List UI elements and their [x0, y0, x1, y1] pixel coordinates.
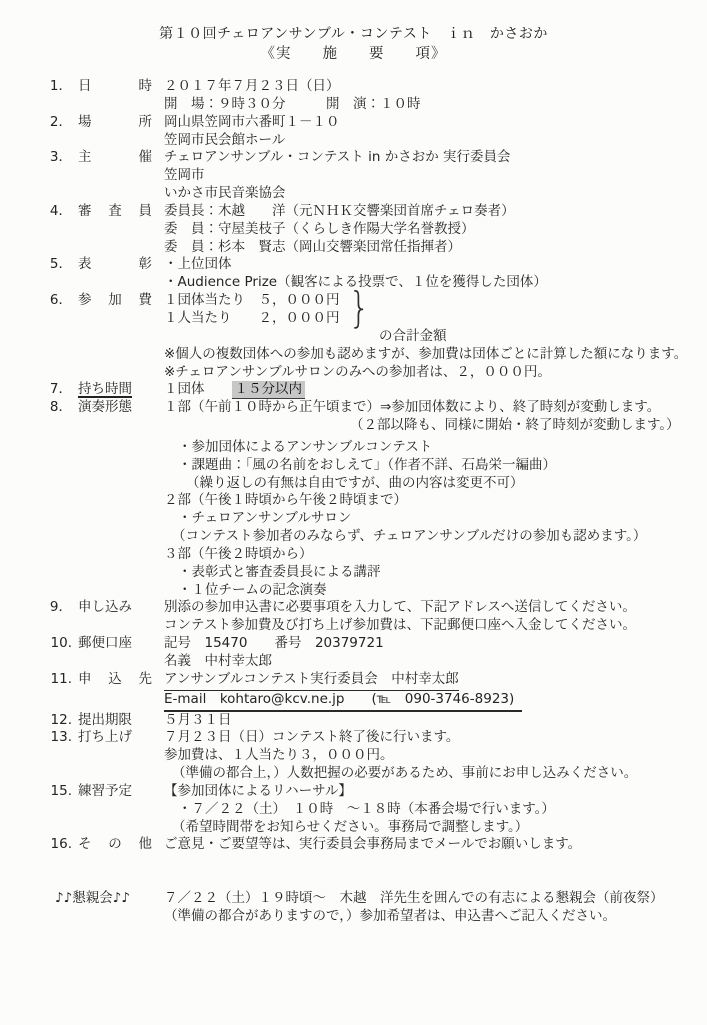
item-label: 申込先	[78, 670, 152, 687]
item-text	[164, 149, 510, 167]
item-row	[0, 671, 707, 691]
item-number: 6．	[49, 292, 72, 309]
item-text	[164, 221, 475, 239]
text-segment: 記号 15470 番号 20379721	[164, 635, 384, 652]
text-segment: コンテスト参加費及び打ち上げ参加費は、下記郵便口座へ入金してください。	[164, 617, 636, 634]
text-segment: アンサンブルコンテスト実行委員会 中村幸太郎	[164, 670, 459, 687]
item-text	[164, 381, 305, 399]
text-segment: （繰り返しの有無は自由ですが、曲の内容は変更不可）	[186, 474, 524, 491]
item-label: 主催	[78, 149, 152, 166]
afterparty-section	[0, 890, 707, 926]
item-text	[164, 399, 660, 417]
item-text	[164, 653, 272, 671]
item-row	[0, 712, 707, 730]
text-segment: ・１位チームの記念演奏	[178, 581, 327, 598]
item-text	[172, 765, 637, 783]
text-segment: ・上位団体	[164, 256, 232, 273]
item-text	[164, 185, 286, 203]
item-row	[0, 492, 707, 510]
item-row	[0, 417, 707, 435]
item-text	[164, 617, 636, 635]
text-segment: ※チェロアンサンブルサロンのみへの参加者は、２，０００円。	[164, 363, 551, 380]
item-number: 16.	[50, 836, 72, 853]
text-segment: 委 員：杉本 賢志（岡山交響楽団常任指揮者）	[164, 238, 461, 255]
item-text	[178, 582, 327, 600]
item-text	[164, 836, 581, 854]
item-text	[164, 114, 340, 132]
doc-title: 第１０回チェロアンサンブル・コンテスト ｉｎ かさおか	[159, 26, 548, 42]
item-text	[164, 96, 421, 114]
afterparty-row	[0, 890, 707, 908]
item-label: 演奏形態	[78, 399, 132, 416]
text-segment: チェロアンサンブル・コンテスト in かさおか 実行委員会	[164, 149, 511, 166]
item-row	[0, 399, 707, 417]
item-row	[0, 185, 707, 203]
item-text	[164, 132, 285, 150]
item-label: 表彰	[78, 256, 152, 273]
item-number: 13.	[50, 729, 72, 746]
item-row	[0, 729, 707, 747]
item-text	[178, 801, 555, 819]
item-number: 15.	[50, 782, 72, 799]
item-number: 5．	[49, 256, 72, 273]
item-row	[0, 653, 707, 671]
item-row	[0, 364, 707, 382]
item-row	[0, 564, 707, 582]
text-segment: の合計金額	[379, 327, 447, 344]
item-row	[0, 256, 707, 274]
text-segment: （２部以降も、同様に開始・終了時刻が変動します。）	[350, 417, 680, 434]
doc-subtitle: 《実 施 要 項》	[260, 46, 447, 62]
text-segment: ３部（午後２時頃から）	[164, 545, 313, 562]
afterparty-row	[0, 908, 707, 926]
item-row	[0, 239, 707, 257]
text-segment: ・表彰式と審査委員長による講評	[178, 563, 381, 580]
text-segment: いかさ市民音楽協会	[164, 185, 286, 202]
item-number: 3．	[49, 149, 72, 166]
text-segment: ※個人の複数団体への参加も認めますが、参加費は団体ごとに計算した額になります。	[164, 345, 688, 362]
item-number: 2．	[49, 113, 72, 130]
text-segment: 岡山県笠岡市六番町１－１０	[164, 113, 340, 130]
item-row	[0, 510, 707, 528]
item-text	[164, 712, 232, 730]
document-page	[0, 25, 707, 1025]
item-row	[0, 203, 707, 221]
item-row	[0, 78, 707, 96]
item-label: 審査員	[78, 202, 152, 219]
item-row	[0, 582, 707, 600]
item-text	[164, 203, 515, 221]
text-segment: 委員長：木越 洋（元ＮＨＫ交響楽団首席チェロ奏者）	[164, 202, 515, 219]
item-label: 練習予定	[78, 782, 132, 799]
item-label: 提出期限	[78, 711, 132, 728]
item-number: 9．	[49, 599, 72, 616]
text-segment: E-mail kohtaro@kcv.ne.jp (℡ 090-3746-8923)	[164, 690, 515, 707]
item-text	[164, 364, 551, 382]
item-number: 4．	[49, 202, 72, 219]
text-segment: 【参加団体によるリハーサル】	[164, 782, 352, 799]
text-segment: １団体	[164, 381, 232, 398]
item-row	[0, 783, 707, 801]
text-segment: ・参加団体によるアンサンブルコンテスト	[178, 438, 433, 455]
item-row	[0, 617, 707, 635]
item-text	[164, 256, 232, 274]
item-text	[164, 635, 384, 653]
items-list	[0, 78, 707, 854]
text-segment: ２部（午後１時頃から午後２時頃まで）	[164, 492, 407, 509]
item-text	[164, 747, 394, 765]
item-row	[0, 801, 707, 819]
item-row	[0, 599, 707, 617]
text-segment: ５月３１日	[164, 711, 232, 728]
afterparty-text: （準備の都合がありますので，）参加希望者は、申込書へご記入ください。	[164, 908, 616, 925]
item-text	[164, 691, 522, 712]
item-row	[0, 114, 707, 132]
item-number: 7．	[49, 381, 72, 398]
item-text	[350, 417, 680, 435]
item-row	[0, 546, 707, 564]
item-text	[178, 439, 432, 457]
text-segment: （準備の都合上，）人数把握の必要があるため、事前にお申し込みください。	[172, 765, 638, 782]
item-row	[0, 747, 707, 765]
item-text	[178, 564, 381, 582]
text-segment: 委 員：守屋美枝子（くらしき作陽大学名誉教授）	[164, 220, 475, 237]
text-segment: ・課題曲：「風の名前をおしえて」（作者不詳、石島栄一編曲）	[178, 456, 556, 473]
text-segment: ご意見・ご要望等は、実行委員会事務局までメールでお願いします。	[164, 836, 582, 853]
item-label: 持ち時間	[78, 381, 132, 398]
item-text	[164, 167, 205, 185]
item-label: その他	[78, 836, 152, 853]
text-segment: 笠岡市民会館ホール	[164, 131, 286, 148]
text-segment: １団体当たり ５，０００円	[164, 292, 340, 309]
item-label: 参加費	[78, 292, 152, 309]
item-label: 日時	[78, 78, 152, 94]
item-row	[0, 96, 707, 114]
item-row	[0, 439, 707, 457]
item-number: 11.	[50, 670, 72, 687]
item-text	[379, 328, 447, 346]
text-segment: （希望時間帯をお知らせください。事務局で調整します。）	[172, 818, 529, 835]
item-text	[164, 729, 459, 747]
item-row	[0, 475, 707, 493]
item-row	[0, 819, 707, 837]
text-segment: ・チェロアンサンブルサロン	[178, 510, 352, 527]
item-row	[0, 691, 707, 712]
item-text	[164, 78, 340, 96]
item-text	[172, 528, 646, 546]
item-text	[172, 819, 528, 837]
item-row	[0, 635, 707, 653]
item-number: 8．	[49, 399, 72, 416]
item-text	[178, 510, 351, 528]
text-segment: 開 場：９時３０分 開 演：１０時	[164, 95, 421, 112]
text-segment: 別添の参加申込書に必要事項を入力して、下記アドレスへ送信してください。	[164, 599, 636, 616]
afterparty-text: ７／２２（土）１９時頃～ 木越 洋先生を囲んでの有志による懇親会（前夜祭）	[164, 890, 664, 907]
item-number: 10.	[50, 635, 72, 652]
item-label: 申し込み	[78, 599, 132, 616]
item-row	[0, 836, 707, 854]
item-text	[164, 292, 340, 310]
item-label: 打ち上げ	[78, 729, 132, 746]
text-segment: １人当たり ２，０００円	[164, 309, 340, 326]
item-text	[178, 457, 556, 475]
item-row	[0, 381, 707, 399]
item-number: 12.	[50, 711, 72, 728]
item-row	[0, 221, 707, 239]
text-segment: ・Audience Prize（観客による投票で、１位を獲得した団体）	[164, 274, 547, 291]
item-text	[164, 599, 636, 617]
item-text	[164, 671, 459, 691]
item-number: 1．	[49, 78, 72, 94]
item-row	[0, 528, 707, 546]
duration-highlight: １５分以内	[232, 381, 306, 399]
item-text	[164, 492, 407, 510]
item-label: 郵便口座	[78, 635, 132, 652]
item-text	[164, 346, 687, 364]
item-row	[0, 167, 707, 185]
item-text	[164, 783, 352, 801]
item-text	[164, 310, 340, 328]
fee-brace: }	[348, 283, 371, 333]
text-segment: 名義 中村幸太郎	[164, 653, 272, 669]
item-row	[0, 346, 707, 364]
item-label: 場所	[78, 113, 152, 130]
afterparty-label: ♪♪懇親会♪♪	[55, 890, 130, 907]
item-text	[186, 475, 524, 493]
text-segment: 参加費は、１人当たり３，０００円。	[164, 747, 394, 764]
item-text	[164, 546, 313, 564]
item-row	[0, 765, 707, 783]
text-segment: （コンテスト参加者のみならず、チェロアンサンブルだけの参加も認めます。）	[172, 528, 647, 545]
item-row	[0, 149, 707, 167]
text-segment: ２０１７年７月２３日（日）	[164, 78, 340, 94]
text-segment: 笠岡市	[164, 167, 205, 184]
item-text	[164, 239, 461, 257]
item-row	[0, 457, 707, 475]
text-segment: １部（午前１０時から正午頃まで）⇒参加団体数により、終了時刻が変動します。	[164, 399, 661, 416]
item-row	[0, 132, 707, 150]
text-segment: ７月２３日（日）コンテスト終了後に行います。	[164, 729, 460, 746]
text-segment: ・７／２２（土） １０時 ～１８時（本番会場で行います。）	[178, 800, 555, 817]
